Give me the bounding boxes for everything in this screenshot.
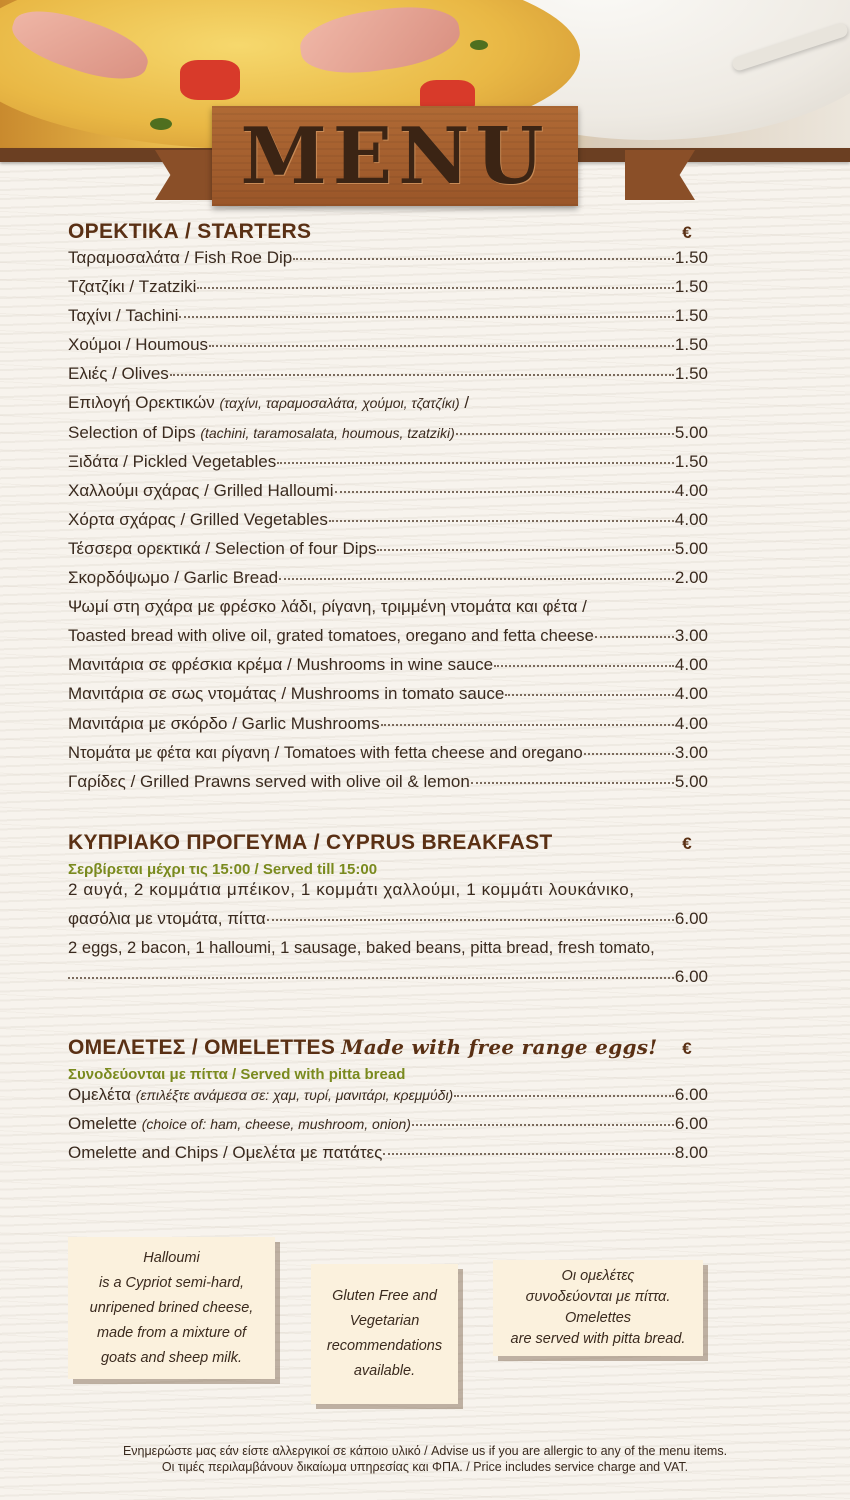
currency-label: € (682, 834, 692, 853)
item-price: 1.50 (674, 248, 708, 267)
note-omelettes (493, 1260, 703, 1356)
menu-item-breakfast (68, 938, 708, 967)
item-name: Επιλογή Ορεκτικών (68, 393, 215, 413)
item-note: (ταχίνι, ταραμοσαλάτα, χούμοι, τζατζίκι) (219, 395, 460, 412)
menu-item (68, 655, 708, 684)
breakfast-section (68, 831, 708, 996)
currency-label: € (682, 223, 692, 242)
item-price: 5.00 (674, 422, 708, 442)
section-title: ΟΡΕΚΤΙΚΑ / STARTERS (68, 220, 312, 243)
menu-item-dips-greek (68, 393, 708, 422)
page-title: MENU (240, 110, 550, 202)
menu-banner (212, 106, 578, 206)
menu-item (68, 1114, 708, 1143)
item-price: 4.00 (674, 713, 708, 733)
note-halloumi (68, 1237, 275, 1379)
item-price: 6.00 (674, 909, 708, 929)
menu-item (68, 248, 708, 277)
note-line: Omelettes (564, 1310, 632, 1326)
menu-item (68, 481, 708, 510)
menu-item (68, 743, 708, 772)
allergy-notice: Ενημερώστε μας εάν είστε αλλεργικοί σε κάποιο υλικό / Advise us if you are allergic to any of the menu items. (122, 1444, 728, 1458)
item-price: 6.00 (674, 967, 708, 987)
item-name: Toasted bread with olive oil, grated tomatoes, oregano and fetta cheese (68, 626, 594, 646)
section-tagline: Made with free range eggs! (341, 1035, 658, 1059)
note-line: Οι ομελέτες (561, 1268, 635, 1284)
item-price: 1.50 (674, 306, 708, 326)
item-price: 4.00 (674, 684, 708, 704)
note-line: συνοδεύονται με πίττα. (525, 1289, 671, 1305)
price-notice: Οι τιμές περιλαμβάνουν δικαίωμα υπηρεσίας και ΦΠΑ. / Price includes service charge and VAT. (161, 1460, 689, 1474)
item-price: 4.00 (674, 509, 708, 529)
herb-image (470, 40, 488, 50)
item-name: Omelette and Chips / Ομελέτα με πατάτες (68, 1143, 383, 1163)
item-price: 4.00 (674, 655, 708, 675)
item-name: Ξιδάτα / Pickled Vegetables (68, 451, 277, 471)
note-line: goats and sheep milk. (100, 1349, 243, 1366)
menu-item-toast (68, 626, 708, 655)
note-gluten-free (311, 1264, 458, 1404)
tomato-image (180, 60, 240, 100)
section-subtitle: Σερβίρεται μέχρι τις 15:00 / Served till 15:00 (68, 861, 378, 878)
note-line: Gluten Free and (332, 1288, 437, 1304)
breakfast-header (68, 831, 708, 855)
item-price: 5.00 (674, 771, 708, 791)
item-note: (επιλέξτε ανάμεσα σε: χαμ, τυρί, μανιτάρι, κρεμμύδι) (135, 1087, 454, 1103)
note-line: is a Cypriot semi-hard, (98, 1274, 245, 1291)
item-name: Ντομάτα με φέτα και ρίγανη / Tomatoes with fetta cheese and oregano (68, 742, 583, 762)
item-price: 1.50 (674, 335, 708, 355)
herb-image (150, 118, 172, 130)
item-name: Χούμοι / Houmous (68, 335, 209, 355)
item-separator: / (459, 393, 470, 413)
item-price: 3.00 (674, 626, 708, 646)
note-line: are served with pitta bread. (510, 1331, 686, 1347)
menu-item (68, 714, 708, 743)
menu-item (68, 364, 708, 393)
omelettes-section (68, 1035, 708, 1172)
item-price: 4.00 (674, 480, 708, 500)
note-line: recommendations (326, 1338, 443, 1354)
item-name: φασόλια με ντομάτα, πίττα (68, 909, 266, 929)
section-title: ΚΥΠΡΙΑΚΟ ΠΡΟΓΕΥΜΑ / CYPRUS BREAKFAST (68, 831, 553, 854)
menu-item (68, 510, 708, 539)
item-price: 1.50 (674, 277, 708, 297)
item-name: Χαλλούμι σχάρας / Grilled Halloumi (68, 480, 334, 500)
item-name: Selection of Dips (68, 422, 196, 442)
item-price: 6.00 (674, 1085, 708, 1104)
item-name: Σκορδόψωμο / Garlic Bread (68, 568, 279, 588)
note-line: unripened brined cheese, (89, 1299, 254, 1316)
menu-item (68, 568, 708, 597)
item-price: 1.50 (674, 364, 708, 384)
item-name: Ψωμί στη σχάρα με φρέσκο λάδι, ρίγανη, τριμμένη ντομάτα και φέτα / (68, 597, 587, 617)
menu-item-toast-greek (68, 597, 708, 626)
item-note: (choice of: ham, cheese, mushroom, onion) (141, 1116, 411, 1133)
menu-item-breakfast-greek (68, 880, 708, 909)
item-price: 5.00 (674, 538, 708, 558)
note-line: available. (353, 1363, 416, 1379)
menu-item-breakfast-end (68, 967, 708, 996)
item-price: 1.50 (674, 451, 708, 471)
menu-item-dips (68, 423, 708, 452)
item-name: Ελιές / Olives (68, 364, 169, 384)
starters-section (68, 220, 708, 801)
item-price: 2.00 (674, 568, 708, 588)
menu-item (68, 539, 708, 568)
item-name: Χόρτα σχάρας / Grilled Vegetables (68, 509, 328, 529)
menu-item (68, 1085, 708, 1114)
item-name: Τζατζίκι / Tzatziki (68, 277, 197, 297)
menu-item (68, 772, 708, 801)
item-name: Μανιτάρια σε σως ντομάτας / Mushrooms in tomato sauce (68, 684, 505, 704)
item-price: 8.00 (674, 1143, 708, 1163)
item-name: Omelette (68, 1114, 137, 1134)
menu-item (68, 277, 708, 306)
item-name: Ομελέτα (68, 1085, 131, 1104)
item-name: Τέσσερα ορεκτικά / Selection of four Dips (68, 538, 377, 558)
footer (0, 1443, 850, 1475)
omelettes-header (68, 1035, 708, 1060)
item-name: Ταχίνι / Tachini (68, 306, 179, 326)
menu-item (68, 306, 708, 335)
item-name: Μανιτάρια σε φρέσκια κρέμα / Mushrooms in wine sauce (68, 655, 494, 675)
note-line: Halloumi (143, 1249, 200, 1266)
note-line: made from a mixture of (96, 1324, 247, 1341)
section-title: ΟΜΕΛΕΤΕΣ / OMELETTES (68, 1036, 336, 1059)
menu-item-breakfast-greek-end (68, 909, 708, 938)
item-note: (tachini, taramosalata, houmous, tzatziki) (200, 424, 455, 441)
starters-header (68, 220, 708, 244)
menu-item (68, 452, 708, 481)
item-price: 6.00 (674, 1114, 708, 1134)
item-price: 3.00 (674, 742, 708, 762)
section-subtitle: Συνοδεύονται με πίττα / Served with pitta bread (68, 1066, 406, 1083)
item-name: Μανιτάρια με σκόρδο / Garlic Mushrooms (68, 713, 380, 733)
item-name: Ταραμοσαλάτα / Fish Roe Dip (68, 248, 293, 267)
item-name: 2 αυγά, 2 κομμάτια μπέικον, 1 κομμάτι χαλλούμι, 1 κομμάτι λουκάνικο, (68, 880, 635, 899)
menu-item (68, 684, 708, 713)
menu-item (68, 335, 708, 364)
item-name: Γαρίδες / Grilled Prawns served with olive oil & lemon (68, 771, 470, 791)
item-name: 2 eggs, 2 bacon, 1 halloumi, 1 sausage, baked beans, pitta bread, fresh tomato, (68, 938, 655, 958)
currency-label: € (682, 1039, 692, 1058)
note-line: Vegetarian (349, 1313, 420, 1329)
menu-item (68, 1143, 708, 1172)
